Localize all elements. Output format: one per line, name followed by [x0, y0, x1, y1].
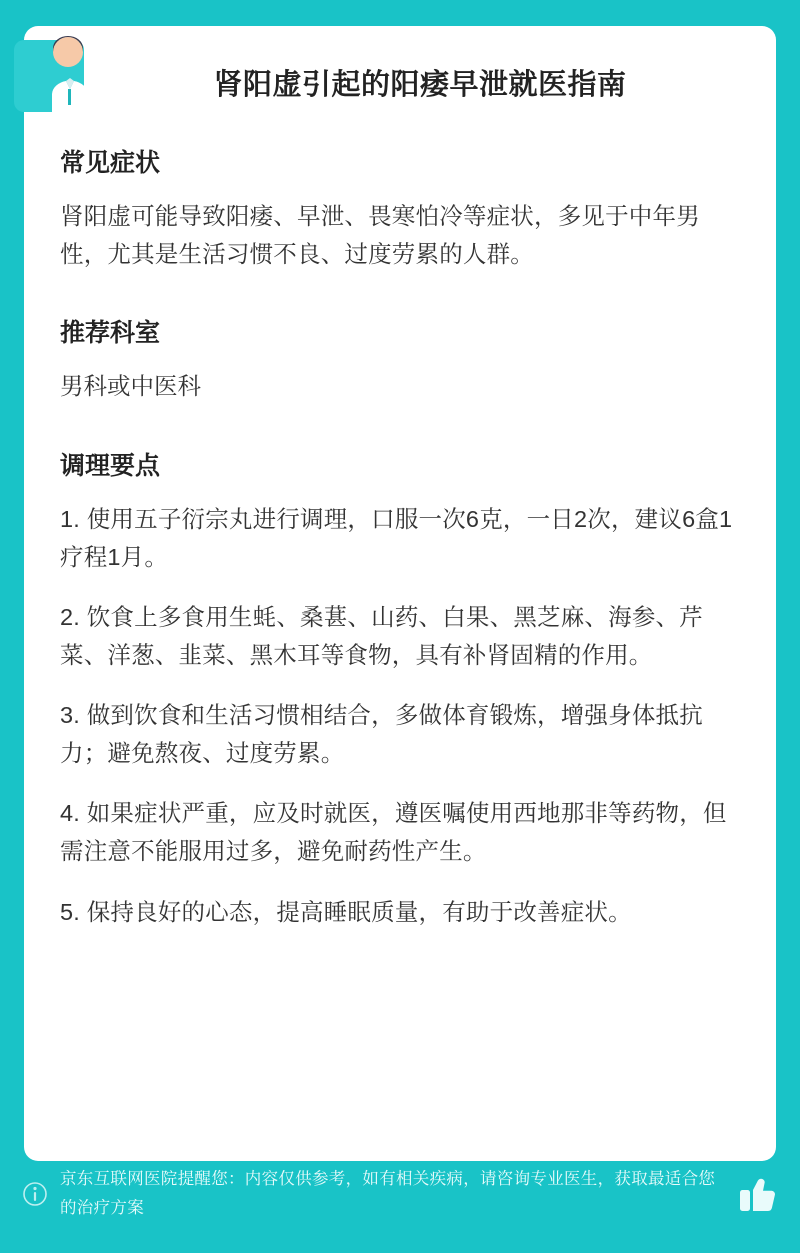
thumbs-up-icon[interactable]: [738, 1173, 778, 1215]
section-heading-advice: 调理要点: [60, 451, 161, 480]
section-body-department: 男科或中医科: [60, 372, 201, 399]
info-circle-icon: [22, 1181, 48, 1207]
footer-text: 京东互联网医院提醒您：内容仅供参考，如有相关疾病，请咨询专业医生，获取最适合您的治疗方案: [60, 1170, 716, 1217]
content-card: [24, 26, 776, 1161]
page-title: 肾阳虚引起的阳痿早泄就医指南: [213, 69, 627, 101]
list-item: 3. 做到饮食和生活习惯相结合，多做体育锻炼，增强身体抵抗力；避免熬夜、过度劳累。: [60, 702, 703, 767]
list-item: 1. 使用五子衍宗丸进行调理，口服一次6克，一日2次，建议6盒1疗程1月。: [60, 506, 733, 571]
list-item: 2. 饮食上多食用生蚝、桑葚、山药、白果、黑芝麻、海参、芹菜、洋葱、韭菜、黑木耳等食物，具有补肾固精的作用。: [60, 604, 703, 669]
list-item: 4. 如果症状严重，应及时就医，遵医嘱使用西地那非等药物，但需注意不能服用过多，避免耐药性产生。: [60, 800, 727, 865]
section-heading-department: 推荐科室: [60, 319, 161, 348]
section-heading-symptoms: 常见症状: [60, 148, 161, 177]
footer-disclaimer: [0, 1135, 800, 1253]
doctor-avatar-icon: [12, 22, 120, 114]
advice-list: [60, 500, 740, 931]
list-item: 5. 保持良好的心态，提高睡眠质量，有助于改善症状。: [60, 898, 632, 925]
section-body-symptoms: 肾阳虚可能导致阳痿、早泄、畏寒怕冷等症状，多见于中年男性，尤其是生活习惯不良、过度劳累的人群。: [60, 203, 700, 268]
